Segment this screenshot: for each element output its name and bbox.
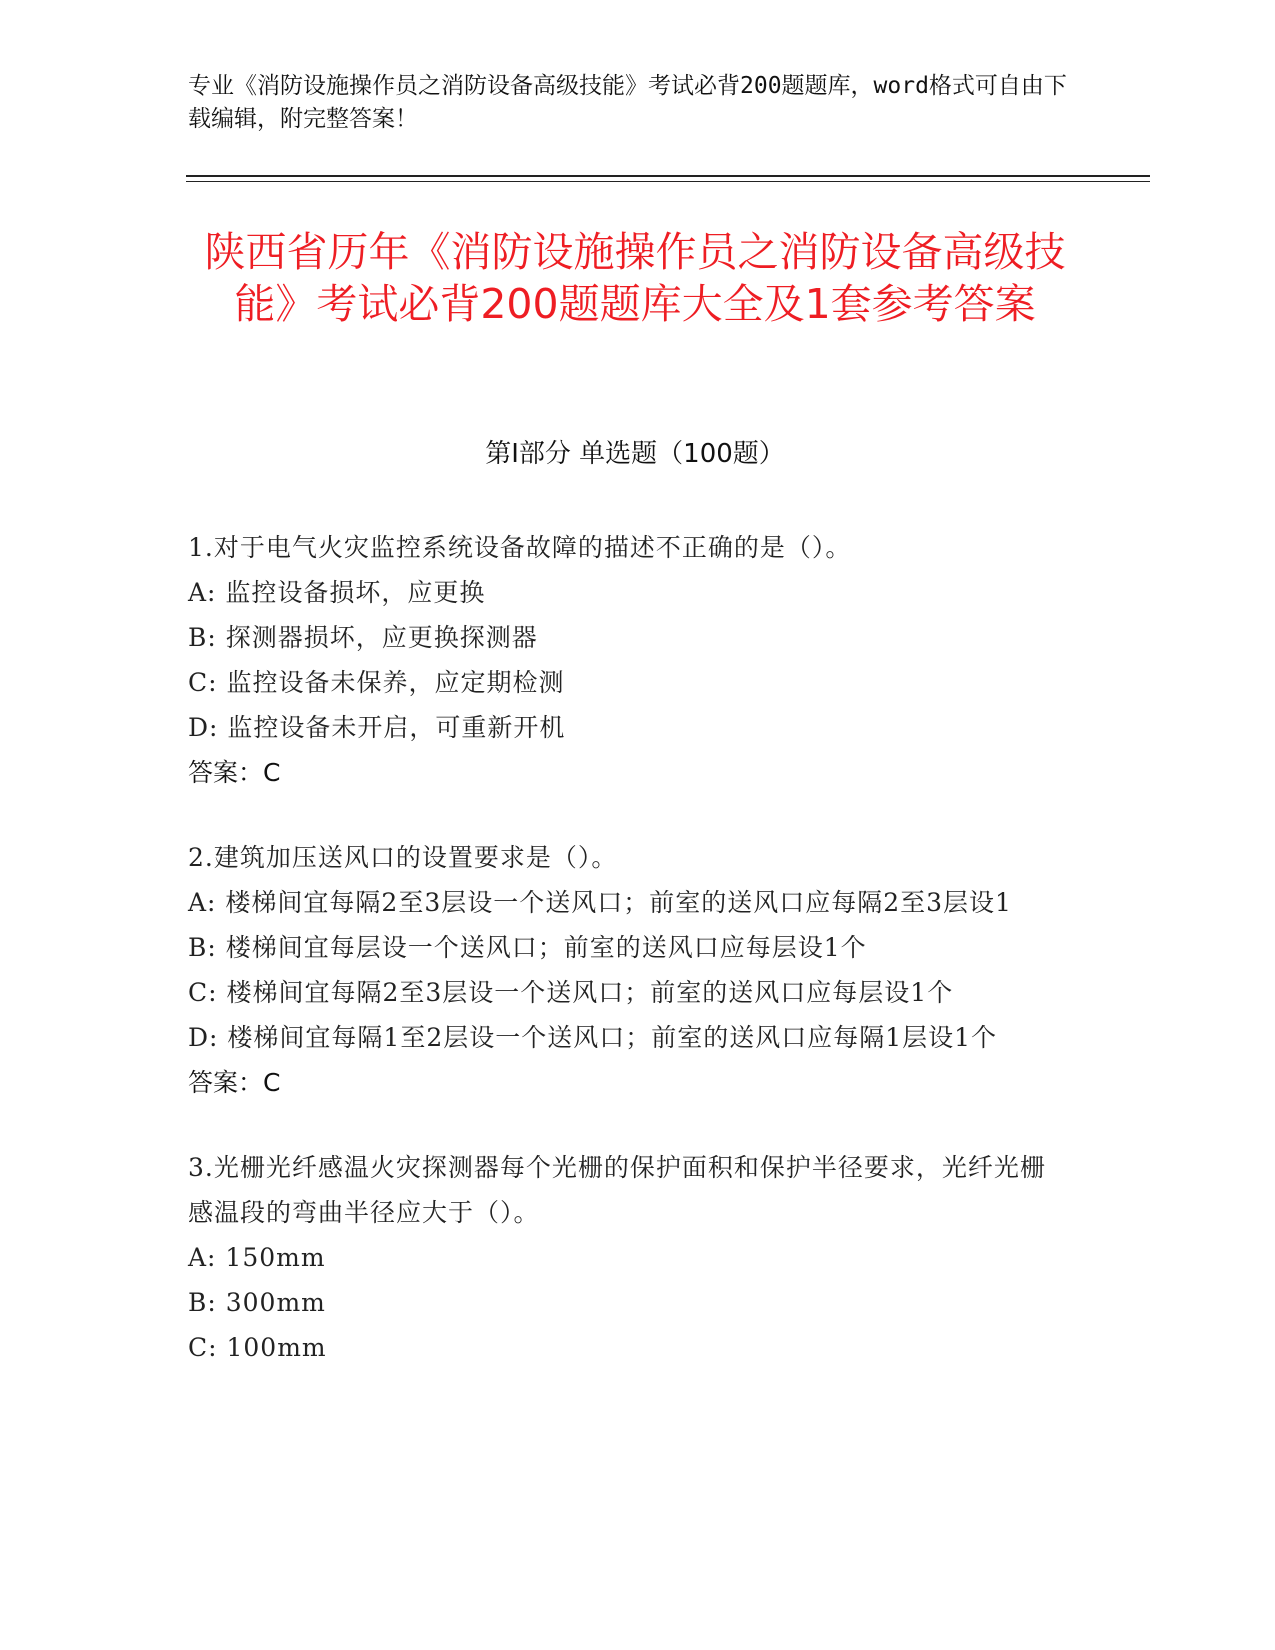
option-d: D: 楼梯间宜每隔1至2层设一个送风口；前室的送风口应每隔1层设1个 — [188, 1023, 998, 1052]
option-c: C: 监控设备未保养，应定期检测 — [188, 668, 565, 697]
question-list — [188, 525, 1068, 1410]
option-a: A: 150mm — [188, 1243, 326, 1272]
option-a: A: 监控设备损坏，应更换 — [188, 578, 486, 607]
option-c: C: 楼梯间宜每隔2至3层设一个送风口；前室的送风口应每层设1个 — [188, 978, 954, 1007]
section-title: 第I部分 单选题（100题） — [485, 439, 785, 469]
header-note: 专业《消防设施操作员之消防设备高级技能》考试必背200题题库，word格式可自由下载编辑，附完整答案！ — [188, 73, 1067, 132]
question-stem: 2.建筑加压送风口的设置要求是（）。 — [188, 843, 618, 872]
document-title: 陕西省历年《消防设施操作员之消防设备高级技能》考试必背200题题库大全及1套参考答案 — [204, 228, 1066, 328]
question-3 — [188, 1145, 1068, 1370]
option-b: B: 300mm — [188, 1288, 326, 1317]
option-b: B: 楼梯间宜每层设一个送风口；前室的送风口应每层设1个 — [188, 933, 867, 962]
option-a: A: 楼梯间宜每隔2至3层设一个送风口；前室的送风口应每隔2至3层设1 — [188, 888, 1012, 917]
header-divider-thin — [186, 181, 1150, 182]
answer: 答案：C — [188, 758, 281, 787]
question-1 — [188, 525, 1068, 795]
option-b: B: 探测器损坏，应更换探测器 — [188, 623, 538, 652]
option-d: D: 监控设备未开启，可重新开机 — [188, 713, 566, 742]
option-c: C: 100mm — [188, 1333, 327, 1362]
question-stem: 3.光栅光纤感温火灾探测器每个光栅的保护面积和保护半径要求，光纤光栅感温段的弯曲半径应大于（）。 — [188, 1153, 1046, 1227]
header-divider-thick — [186, 175, 1150, 177]
answer: 答案：C — [188, 1068, 281, 1097]
question-2 — [188, 835, 1068, 1105]
question-stem: 1.对于电气火灾监控系统设备故障的描述不正确的是（）。 — [188, 533, 852, 562]
